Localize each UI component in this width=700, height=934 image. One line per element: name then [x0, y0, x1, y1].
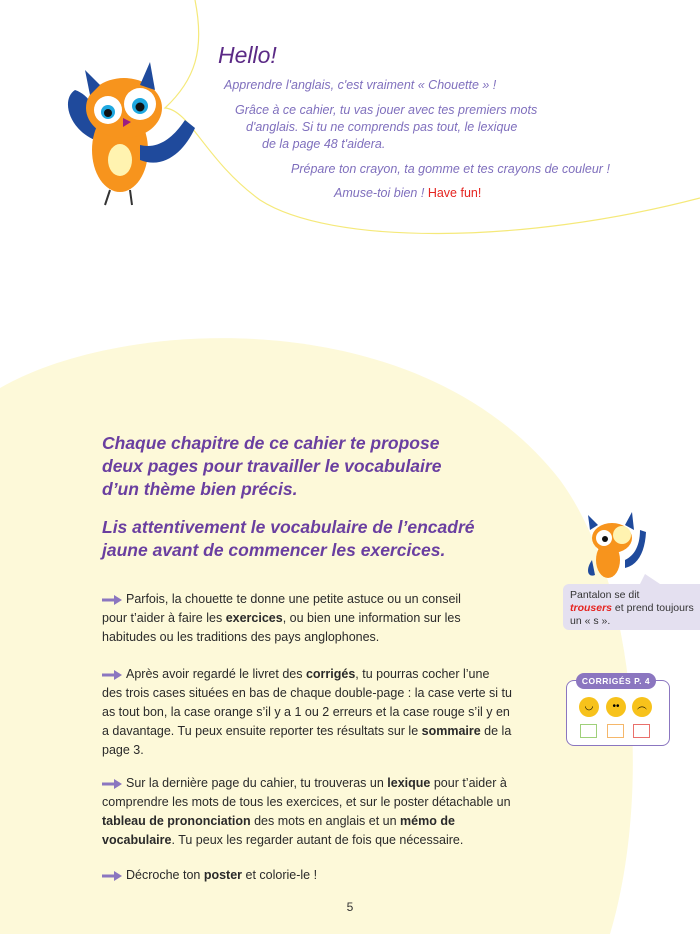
arrow-right-icon	[102, 595, 122, 605]
paragraph-corriges: Après avoir regardé le livret des corrigés, tu pourras cocher l’une des trois cases situées en bas de chaque double-page : la case verte si tu as tout bon, la case orange s’il y a 1 ou 2 erreurs et la case rouge s’il y en a davantage. Tu peux ensuite reporter tes résultats sur le sommaire de la page 3.	[102, 667, 512, 757]
owl-illustration	[68, 62, 195, 205]
heading-2-line: jaune avant de commencer les exercices.	[102, 540, 446, 560]
green-checkbox[interactable]	[580, 724, 597, 738]
red-checkbox[interactable]	[633, 724, 650, 738]
heading-2-line: Lis attentivement le vocabulaire de l’encadré	[102, 517, 475, 537]
intro-line-2b: d'anglais. Si tu ne comprends pas tout, le lexique	[246, 120, 518, 134]
intro-line-1: Apprendre l'anglais, c'est vraiment « Chouette » !	[224, 78, 497, 92]
corriges-label: CORRIGÉS P. 4	[576, 673, 656, 689]
page-number: 5	[346, 900, 354, 914]
heading-2	[102, 516, 475, 562]
paragraph-tips: Parfois, la chouette te donne une petite astuce ou un conseil pour t’aider à faire les exercices, ou bien une information sur les habitudes ou les traditions des pays anglophones.	[102, 592, 461, 644]
worried-face-icon: ︵	[632, 697, 652, 717]
greeting-title: Hello!	[218, 42, 277, 68]
happy-face-icon: ◡	[579, 697, 599, 717]
arrow-right-icon	[102, 779, 122, 789]
intro-line-2a: Grâce à ce cahier, tu vas jouer avec tes premiers mots	[235, 103, 538, 117]
orange-checkbox[interactable]	[607, 724, 624, 738]
intro-line-4-fr: Amuse-toi bien !	[334, 186, 425, 200]
have-fun-text: Have fun!	[427, 186, 482, 200]
intro-line-4	[334, 185, 481, 202]
tip-bubble-tail	[640, 574, 660, 584]
heading-1-line: d’un thème bien précis.	[102, 479, 298, 499]
arrow-right-icon	[102, 871, 122, 881]
paragraph-lexique: Sur la dernière page du cahier, tu trouveras un lexique pour t’aider à comprendre les mots de tous les exercices, et sur le poster détachable un tableau de prononciation des mots en anglais et un mémo de vocabulaire. Tu peux les regarder autant de fois que nécessaire.	[102, 776, 511, 847]
neutral-face-icon: ••	[606, 697, 626, 717]
tip-bubble: Pantalon se dit trousers et prend toujours un « s ».	[563, 584, 700, 630]
heading-1-line: deux pages pour travailler le vocabulaire	[102, 456, 442, 476]
heading-1-line: Chaque chapitre de ce cahier te propose	[102, 433, 440, 453]
paragraph-poster: Décroche ton poster et colorie-le !	[102, 866, 522, 885]
intro-line-3: Prépare ton crayon, ta gomme et tes crayons de couleur !	[291, 162, 610, 176]
arrow-right-icon	[102, 670, 122, 680]
intro-line-2c: de la page 48 t'aidera.	[262, 137, 386, 151]
heading-1	[102, 432, 441, 501]
